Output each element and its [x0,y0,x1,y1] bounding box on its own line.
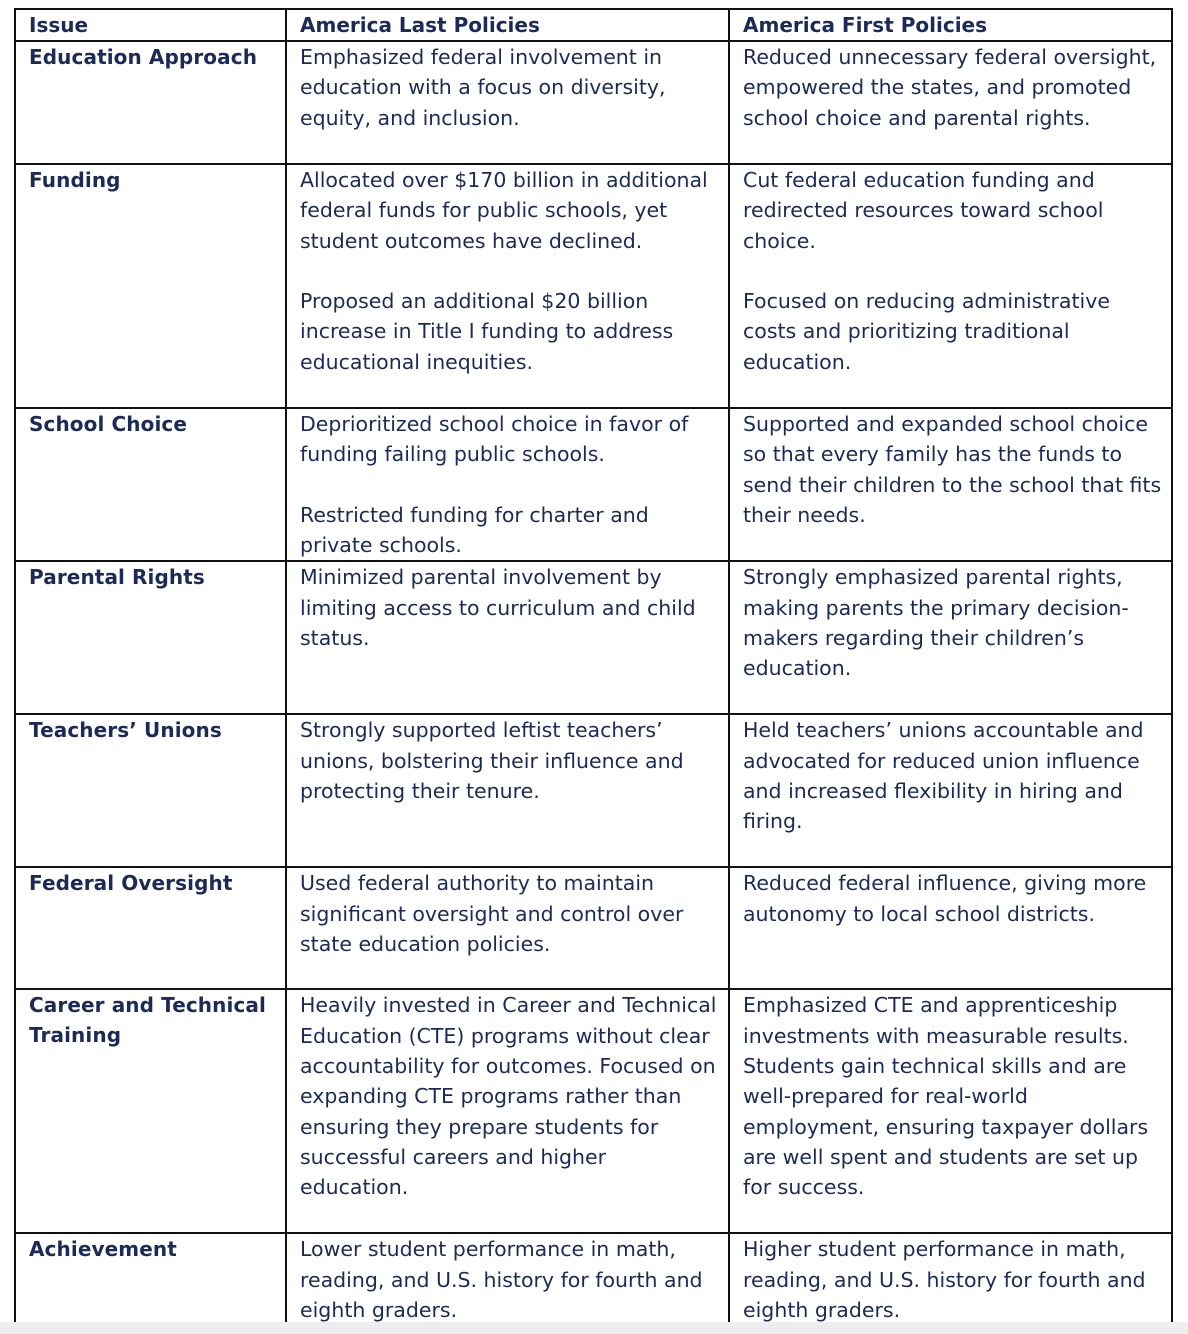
policy-comparison-table [14,8,1173,1328]
america-first-cell [729,164,1172,408]
cell-paragraph: Proposed an additional $20 billion increase in Title I funding to address educational inequities. [300,289,674,374]
issue-cell: School Choice [15,408,286,561]
america-first-cell [729,989,1172,1233]
table-header-row [15,9,1172,41]
issue-cell: Achievement [15,1233,286,1327]
table-row [15,714,1172,867]
table-row [15,989,1172,1233]
issue-cell: Teachers’ Unions [15,714,286,867]
issue-cell: Education Approach [15,41,286,164]
america-first-cell [729,1233,1172,1327]
america-last-cell [286,408,729,561]
table-row [15,408,1172,561]
header-america-last: America Last Policies [286,9,729,41]
america-last-cell [286,714,729,867]
table-row [15,164,1172,408]
cell-paragraph: Reduced unnecessary federal oversight, empowered the states, and promoted school choice and parental rights. [743,45,1157,130]
america-first-cell [729,41,1172,164]
cell-paragraph: Cut federal education funding and redirected resources toward school choice. [743,168,1104,253]
america-last-cell [286,989,729,1233]
cell-paragraph: Emphasized federal involvement in education with a focus on diversity, equity, and inclusion. [300,45,666,130]
cell-paragraph: Strongly supported leftist teachers’ unions, bolstering their influence and protecting their tenure. [300,718,684,804]
america-first-cell [729,408,1172,561]
america-last-cell [286,41,729,164]
cell-paragraph: Strongly emphasized parental rights, making parents the primary decision-makers regarding their children’s education. [743,565,1129,681]
america-last-cell [286,561,729,714]
america-last-cell [286,164,729,408]
header-issue: Issue [15,9,286,41]
issue-cell: Career and Technical Training [15,989,286,1233]
issue-cell: Funding [15,164,286,408]
table-row [15,41,1172,164]
cell-paragraph: Used federal authority to maintain significant oversight and control over state education policies. [300,871,684,957]
cell-paragraph: Deprioritized school choice in favor of funding failing public schools. [300,412,689,467]
cell-paragraph: Reduced federal influence, giving more autonomy to local school districts. [743,871,1147,926]
cell-paragraph: Focused on reducing administrative costs and prioritizing traditional education. [743,289,1110,374]
table-row [15,867,1172,989]
cell-paragraph: Lower student performance in math, reading, and U.S. history for fourth and eighth graders. [300,1237,703,1323]
cell-paragraph: Restricted funding for charter and private schools. [300,502,649,558]
cell-paragraph: Higher student performance in math, reading, and U.S. history for fourth and eighth graders. [743,1237,1146,1323]
america-first-cell [729,561,1172,714]
america-first-cell [729,867,1172,989]
cell-paragraph: Emphasized CTE and apprenticeship investments with measurable results. Students gain technical skills and are well-prepared for real-world employment, ensuring taxpayer dollars are well spent and students are set up for success. [743,993,1149,1200]
america-last-cell [286,867,729,989]
cell-paragraph: Minimized parental involvement by limiting access to curriculum and child status. [300,565,696,651]
cell-paragraph: Allocated over $170 billion in additional federal funds for public schools, yet student outcomes have declined. [300,168,708,253]
table-row [15,561,1172,714]
header-america-first: America First Policies [729,9,1172,41]
cell-paragraph: Heavily invested in Career and Technical Education (CTE) programs without clear accountability for outcomes. Focused on expanding CTE programs rather than ensuring they prepare students for successful careers and higher education. [300,993,717,1200]
america-last-cell [286,1233,729,1327]
issue-cell: Parental Rights [15,561,286,714]
america-first-cell [729,714,1172,867]
page-bottom-edge [0,1322,1188,1334]
issue-cell: Federal Oversight [15,867,286,989]
cell-paragraph: Supported and expanded school choice so that every family has the funds to send their children to the school that fits their needs. [743,412,1162,527]
table-row [15,1233,1172,1327]
cell-paragraph: Held teachers’ unions accountable and advocated for reduced union influence and increased flexibility in hiring and firing. [743,718,1144,834]
